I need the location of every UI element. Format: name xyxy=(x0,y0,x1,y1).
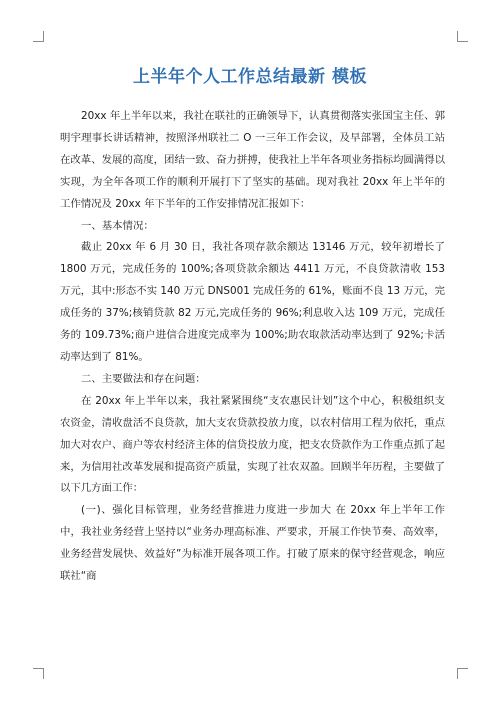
crop-mark-top-left xyxy=(33,31,44,42)
crop-mark-top-right xyxy=(457,31,468,42)
paragraph-intro: 20xx 年上半年以来，我社在联社的正确领导下，认真贯彻落实张国宝主任、郭明宇理事长讲话精神，按照泽州联社二 O 一三年工作会议，及早部署，全体员工站在改革、发展的高度，团结一致、奋力拼搏，使我社上半年各项业务指标均圆满得以实现，为全年各项工作的顺利开展打下了坚实的基础。现对我社 20xx 年上半年的工作情况及 20xx 年下半年的工作安排情况汇报如下： xyxy=(60,110,445,210)
document-body xyxy=(60,106,445,588)
paragraph-main-practices: 在 20xx 年上半年以来，我社紧紧围绕“支农惠民计划”这个中心，积极组织支农资金，清收盘活不良贷款，加大支农贷款投放力度，以农村信用工程为依托，重点加大对农户、商户等农村经济主体的信贷投放力度，把支农贷款作为工作重点抓了起来，为信用社改革发展和提高资产质量，实现了社农双盈。回顾半年历程，主要做了以下几方面工作： xyxy=(60,394,445,495)
paragraph-target-management: (一)、强化目标管理，业务经营推进力度进一步加大 在 20xx 年上半年工作中，我社业务经营上坚持以“业务办理高标准、严要求，开展工作快节奏、高效率，业务经营发展快、效益好”为标准开展各项工作。打破了原来的保守经营观念，响应联社“商 xyxy=(60,504,445,583)
heading-main-practices: 二、主要做法和存在问题： xyxy=(81,372,206,385)
document-title: 上半年个人工作总结最新 模板 xyxy=(133,67,367,87)
crop-mark-bottom-left xyxy=(33,668,44,679)
paragraph-basic-situation: 截止 20xx 年 6 月 30 日，我社各项存款余额达 13146 万元，较年初增长了 1800 万元，完成任务的 100%;各项贷款余额达 4411 万元，不良贷款清收 153 万元，其中:形态不实 140 万元 DNS001 完成任务的 61%，账面不良 13 万元，完成任务的 37%;核销贷款 82 万元,完成任务的 96%;利息收入达 109 万元，完成任务的 109.73%;商户进信合进度完成率为 100%;助农取款活动率达到了 92%;卡活动率达到了 81%。 xyxy=(60,241,445,363)
heading-basic-situation: 一、基本情况： xyxy=(81,219,154,232)
crop-mark-bottom-right xyxy=(457,668,468,679)
